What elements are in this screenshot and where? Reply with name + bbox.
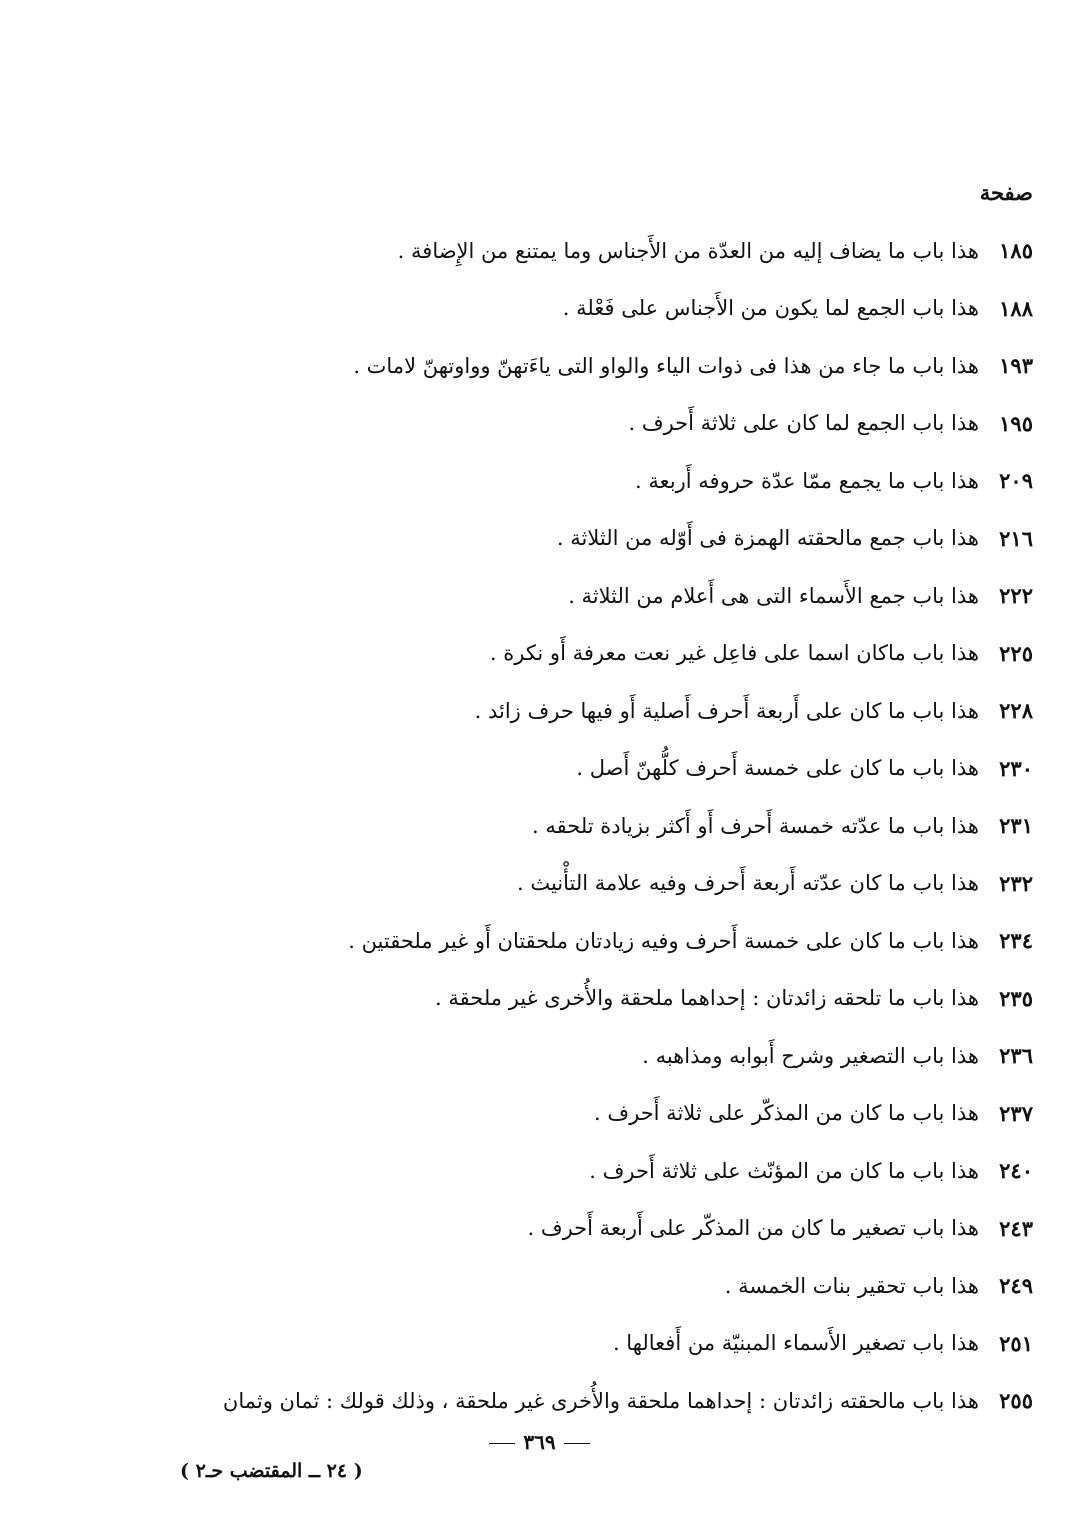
toc-entry [33,625,1033,683]
toc-title: هذا باب مالحقته زائدتان : إحداهما ملحقة والأُخرى غير ملحقة ، وذلك قولك : ثمان وثمان [222,1388,979,1413]
toc-entry [33,797,1033,855]
toc-title: هذا باب ماكان اسما على فاعِل غير نعت معرفة أَو نكرة . [489,641,979,666]
toc-page-number: ٢٣٢ [999,870,1033,896]
table-of-contents [33,222,1033,1430]
toc-entry [33,682,1033,740]
page-column-header: صفحة [979,180,1033,205]
toc-page-number: ٢٤٣ [999,1215,1033,1241]
toc-title: هذا باب ما كان عدّته أَربعة أَحرف وفيه علامة التأْنيث . [517,871,979,896]
toc-entry [33,510,1033,568]
toc-title: هذا باب ما يضاف إليه من العدّة من الأَجناس وما يمتنع من الإِضافة . [397,238,979,263]
toc-entry [33,1027,1033,1085]
toc-entry [33,970,1033,1028]
toc-page-number: ٢٤٩ [999,1273,1033,1299]
toc-title: هذا باب ما كان على خمسة أَحرف كلُّهنّ أَصل . [576,756,979,781]
page-number: ٣٦٩ [523,1430,556,1454]
toc-page-number: ٢٣٤ [999,928,1033,954]
toc-entry [33,1372,1033,1430]
toc-page-number: ٢٣٠ [999,755,1033,781]
signature-mark: ( ٢٤ ــ المقتضب حـ٢ ) [180,1460,363,1482]
toc-title: هذا باب ما كان من المؤنّث على ثلاثة أَحرف . [589,1158,979,1183]
toc-title: هذا باب الجمع لما كان على ثلاثة أَحرف . [628,411,979,436]
toc-page-number: ٢٣٥ [999,985,1033,1011]
toc-title: هذا باب تحقير بنات الخمسة . [724,1273,979,1298]
toc-entry [33,1142,1033,1200]
toc-title: هذا باب ما يجمع ممّا عدّة حروفه أَربعة . [635,468,979,493]
toc-page-number: ٢٣١ [999,813,1033,839]
toc-page-number: ٢٣٦ [999,1043,1033,1069]
toc-entry [33,740,1033,798]
dash-divider [564,1443,590,1444]
toc-entry [33,912,1033,970]
toc-entry [33,395,1033,453]
dash-divider [489,1443,515,1444]
toc-entry [33,1085,1033,1143]
toc-entry [33,567,1033,625]
toc-entry [33,1315,1033,1373]
toc-title: هذا باب ما كان من المذكّر على ثلاثة أَحرف . [593,1101,979,1126]
toc-page-number: ١٩٣ [999,353,1033,379]
toc-title: هذا باب جمع الأَسماء التى هى أَعلام من الثلاثة . [568,583,979,608]
toc-entry [33,1257,1033,1315]
page-number-footer [0,1430,1079,1454]
toc-title: هذا باب الجمع لما يكون من الأَجناس على فَعْلة . [562,296,979,321]
toc-page-number: ١٨٨ [999,295,1033,321]
toc-title: هذا باب ما كان على أَربعة أَحرف أَصلية أَو فيها حرف زائد . [474,698,979,723]
toc-page-number: ٢٥٥ [999,1388,1033,1414]
toc-page-number: ٢٢٥ [999,640,1033,666]
toc-title: هذا باب التصغير وشرح أَبوابه ومذاهبه . [642,1043,979,1068]
toc-entry [33,280,1033,338]
toc-page-number: ٢٤٠ [999,1158,1033,1184]
toc-page-number: ٢٢٢ [999,583,1033,609]
toc-title: هذا باب ما عدّته خمسة أَحرف أَو أَكثر بزيادة تلحقه . [532,813,979,838]
toc-page-number: ١٩٥ [999,410,1033,436]
toc-page-number: ١٨٥ [999,238,1033,264]
toc-page-number: ٢١٦ [999,525,1033,551]
toc-page-number: ٢٥١ [999,1330,1033,1356]
toc-page-number: ٢٣٧ [999,1100,1033,1126]
toc-title: هذا باب ما جاء من هذا فى ذوات الياء والواو التى ياءَتهنّ وواوتهنّ لامات . [353,353,979,378]
toc-entry [33,1200,1033,1258]
toc-title: هذا باب ما كان على خمسة أَحرف وفيه زيادتان ملحقتان أَو غير ملحقتين . [348,928,979,953]
toc-title: هذا باب تصغير ما كان من المذكّر على أَربعة أَحرف . [527,1216,979,1241]
toc-entry [33,222,1033,280]
toc-title: هذا باب تصغير الأَسماء المبنيّة من أَفعالها . [612,1331,979,1356]
toc-entry [33,855,1033,913]
toc-title: هذا باب ما تلحقه زائدتان : إحداهما ملحقة والأُخرى غير ملحقة . [435,986,979,1011]
toc-page-number: ٢٠٩ [999,468,1033,494]
toc-entry [33,337,1033,395]
toc-entry [33,452,1033,510]
toc-title: هذا باب جمع مالحقته الهمزة فى أَوّله من الثلاثة . [556,526,979,551]
toc-page-number: ٢٢٨ [999,698,1033,724]
